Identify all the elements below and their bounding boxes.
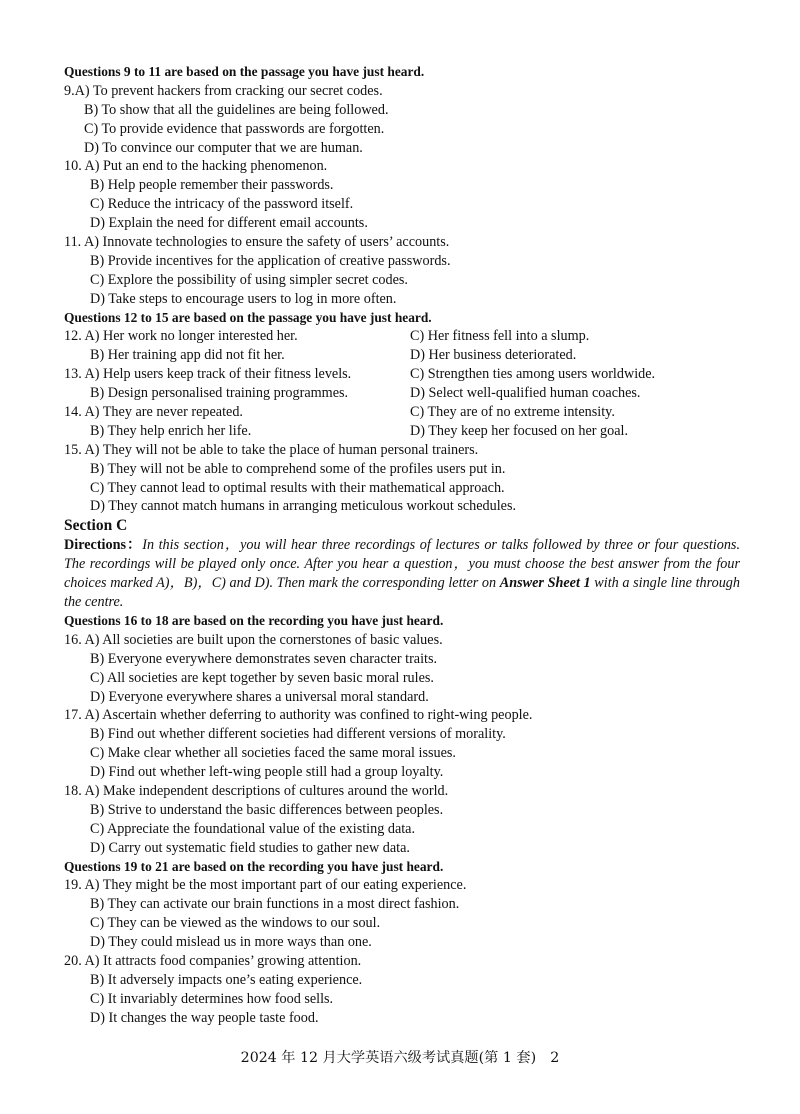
option-text: A) All societies are built upon the cornerstones of basic values. <box>84 631 443 648</box>
question-11-option-d: D) Take steps to encourage users to log in more often. <box>90 290 397 307</box>
question-16-option-b: B) Everyone everywhere demonstrates seven character traits. <box>90 650 438 667</box>
option-text: A) They will not be able to take the place of human personal trainers. <box>84 441 479 458</box>
question-9-option-b: B) To show that all the guidelines are being followed. <box>84 101 389 118</box>
question-number: 20. <box>64 953 82 970</box>
question-number: 15. <box>64 441 82 458</box>
question-17-option-d: D) Find out whether left-wing people still had a group loyalty. <box>90 764 444 781</box>
question-20-option-b: B) It adversely impacts one’s eating experience. <box>90 971 363 988</box>
question-14-row-1 <box>64 403 740 422</box>
question-number: 17. <box>64 707 82 724</box>
option-text: B) They help enrich her life. <box>90 422 252 439</box>
question-9-option-a <box>64 82 740 101</box>
option-text: D) They keep her focused on her goal. <box>410 422 628 439</box>
question-11-option-c: C) Explore the possibility of using simpler secret codes. <box>90 271 408 288</box>
question-15-option-a <box>64 441 740 460</box>
question-19-option-b: B) They can activate our brain functions in a most direct fashion. <box>90 896 460 913</box>
question-15-option-c: C) They cannot lead to optimal results with their mathematical approach. <box>90 479 505 496</box>
question-18-option-a <box>64 782 740 801</box>
page-footer: 2024 年 12 月大学英语六级考试真题(第 1 套) 2 <box>240 1050 560 1066</box>
option-text: A) Innovate technologies to ensure the safety of users’ accounts. <box>83 234 450 251</box>
question-number: 9. <box>64 82 75 99</box>
question-15-option-d: D) They cannot match humans in arranging meticulous workout schedules. <box>90 498 517 515</box>
option-text: B) Her training app did not fit her. <box>90 347 285 364</box>
question-13-row-2 <box>64 384 740 403</box>
option-text: A) They might be the most important part of our eating experience. <box>84 877 467 894</box>
question-16-option-a <box>64 631 740 650</box>
question-17-option-a <box>64 706 740 725</box>
question-19-option-d: D) They could mislead us in more ways than one. <box>90 934 372 951</box>
question-number: 19. <box>64 877 82 894</box>
question-14-row-2 <box>64 422 740 441</box>
option-text: B) Design personalised training programmes. <box>90 385 349 402</box>
question-19-option-a <box>64 876 740 895</box>
option-text: C) Her fitness fell into a slump. <box>410 328 590 345</box>
question-13-row-1 <box>64 365 740 384</box>
section-c-title: Section C <box>64 517 128 535</box>
section-c-directions <box>64 536 740 612</box>
option-text: A) It attracts food companies’ growing attention. <box>84 953 362 970</box>
option-text: D) Select well-qualified human coaches. <box>410 385 641 402</box>
directions-text: In this section，you will hear three recordings of lectures or talks followed by three or four questions. The recordings will be played only once. After you hear a question，you must choose the best answer from the four choices marked A)，B)，C) and D). Then mark the corresponding letter on <box>64 537 740 592</box>
group-header-19-21: Questions 19 to 21 are based on the recording you have just heard. <box>64 858 444 874</box>
question-18-option-b: B) Strive to understand the basic differences between peoples. <box>90 801 444 818</box>
question-15-option-b: B) They will not be able to comprehend some of the profiles users put in. <box>90 460 506 477</box>
question-20-option-a <box>64 952 740 971</box>
question-17-option-c: C) Make clear whether all societies faced the same moral issues. <box>90 745 456 762</box>
directions-text-end: with a single line through the centre. <box>64 575 740 611</box>
question-19-option-c: C) They can be viewed as the windows to our soul. <box>90 915 381 932</box>
option-text: A) To prevent hackers from cracking our secret codes. <box>74 82 383 99</box>
question-9-option-d: D) To convince our computer that we are human. <box>84 139 363 156</box>
group-header-16-18: Questions 16 to 18 are based on the recording you have just heard. <box>64 613 444 628</box>
option-text: C) They are of no extreme intensity. <box>410 404 615 421</box>
question-number: 11. <box>64 234 82 251</box>
option-text: C) Strengthen ties among users worldwide. <box>410 366 656 383</box>
question-10-option-a <box>64 157 740 176</box>
question-number: 14. <box>64 404 82 421</box>
question-number: 16. <box>64 631 82 648</box>
question-20-option-c: C) It invariably determines how food sells. <box>90 990 334 1007</box>
question-17-option-b: B) Find out whether different societies had different versions of morality. <box>90 726 506 743</box>
group-header-12-15: Questions 12 to 15 are based on the passage you have just heard. <box>64 309 432 325</box>
question-16-option-c: C) All societies are kept together by seven basic moral rules. <box>90 669 434 686</box>
directions-label: Directions： <box>64 537 143 554</box>
group-header-9-11: Questions 9 to 11 are based on the passage you have just heard. <box>64 64 425 79</box>
question-number: 10. <box>64 158 82 175</box>
question-10-option-d: D) Explain the need for different email accounts. <box>90 215 368 232</box>
question-12-row-1 <box>64 327 740 346</box>
question-number: 18. <box>64 783 82 800</box>
question-10-option-b: B) Help people remember their passwords. <box>90 177 334 194</box>
question-10-option-c: C) Reduce the intricacy of the password itself. <box>90 196 354 213</box>
question-18-option-d: D) Carry out systematic field studies to gather new data. <box>90 839 410 856</box>
question-number: 13. <box>64 366 82 383</box>
option-text: A) Help users keep track of their fitness levels. <box>84 366 352 383</box>
answer-sheet-ref: Answer Sheet 1 <box>499 575 591 592</box>
question-11-option-b: B) Provide incentives for the application of creative passwords. <box>90 252 451 269</box>
option-text: A) Ascertain whether deferring to authority was confined to right-wing people. <box>84 707 533 724</box>
question-number: 12. <box>64 328 82 345</box>
question-11-option-a <box>64 233 740 252</box>
page-content <box>64 63 740 1028</box>
option-text: A) Put an end to the hacking phenomenon. <box>84 158 328 175</box>
option-text: A) They are never repeated. <box>84 404 243 421</box>
option-text: A) Her work no longer interested her. <box>84 328 298 345</box>
option-text: D) Her business deteriorated. <box>410 347 577 364</box>
question-16-option-d: D) Everyone everywhere shares a universal moral standard. <box>90 688 429 705</box>
question-12-row-2 <box>64 346 740 365</box>
question-9-option-c: C) To provide evidence that passwords are forgotten. <box>84 120 385 137</box>
option-text: A) Make independent descriptions of cultures around the world. <box>84 783 449 800</box>
question-20-option-d: D) It changes the way people taste food. <box>90 1009 319 1026</box>
question-18-option-c: C) Appreciate the foundational value of the existing data. <box>90 820 416 837</box>
